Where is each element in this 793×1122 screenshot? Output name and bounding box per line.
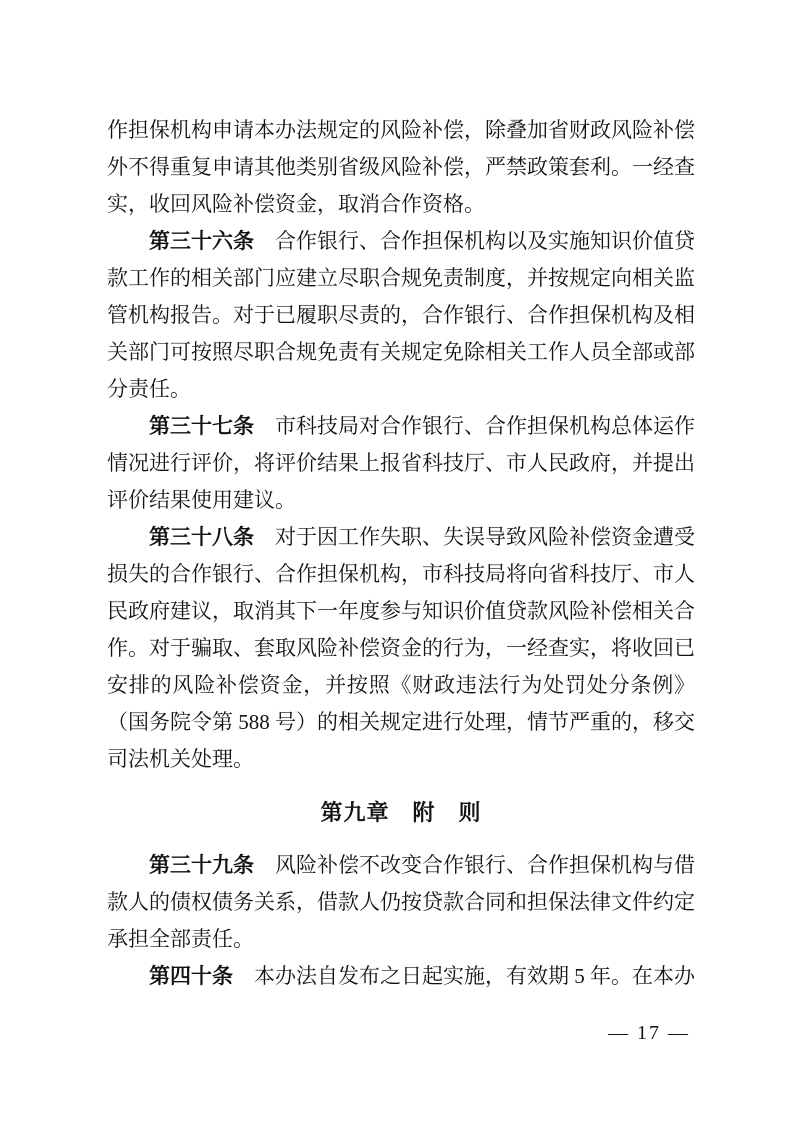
body-paragraph (107, 223, 695, 408)
article-label: 第三十六条 (149, 229, 254, 253)
body-paragraph (107, 112, 695, 223)
paragraph-text: 对于因工作失职、失误导致风险补偿资金遭受损失的合作银行、合作担保机构，市科技局将向省科技厅、市人民政府建议，取消其下一年度参与知识价值贷款风险补偿相关合作。对于骗取、套取风险补偿资金的行为，一经查实，将收回已安排的风险补偿资金，并按照《财政违法行为处罚处分条例》（国务院令第 588 号）的相关规定进行处理，情节严重的，移交司法机关处理。 (107, 525, 695, 771)
paragraph-text: 市科技局对合作银行、合作担保机构总体运作情况进行评价，将评价结果上报省科技厅、市人民政府，并提出评价结果使用建议。 (107, 414, 695, 512)
body-paragraph (107, 408, 695, 519)
body-paragraph (107, 847, 695, 958)
document-body (107, 112, 695, 995)
body-paragraph (107, 519, 695, 778)
article-label: 第三十九条 (149, 853, 254, 877)
paragraph-text: 合作银行、合作担保机构以及实施知识价值贷款工作的相关部门应建立尽职合规免责制度，并按规定向相关监管机构报告。对于已履职尽责的，合作银行、合作担保机构及相关部门可按照尽职合规免责有关规定免除相关工作人员全部或部分责任。 (107, 229, 695, 401)
article-label: 第四十条 (149, 964, 233, 988)
article-label: 第三十七条 (149, 414, 254, 438)
body-paragraph (107, 958, 695, 995)
paragraph-text: 风险补偿不改变合作银行、合作担保机构与借款人的债权债务关系，借款人仍按贷款合同和担保法律文件约定承担全部责任。 (107, 853, 695, 951)
chapter-heading: 第九章 附 则 (320, 800, 482, 825)
paragraph-text: 本办法自发布之日起实施，有效期 5 年。在本办 (254, 964, 695, 988)
paragraph-text: 作担保机构申请本办法规定的风险补偿，除叠加省财政风险补偿外不得重复申请其他类别省级风险补偿，严禁政策套利。一经查实，收回风险补偿资金，取消合作资格。 (107, 118, 695, 216)
article-label: 第三十八条 (149, 525, 254, 549)
page-number: — 17 — (608, 1022, 690, 1044)
